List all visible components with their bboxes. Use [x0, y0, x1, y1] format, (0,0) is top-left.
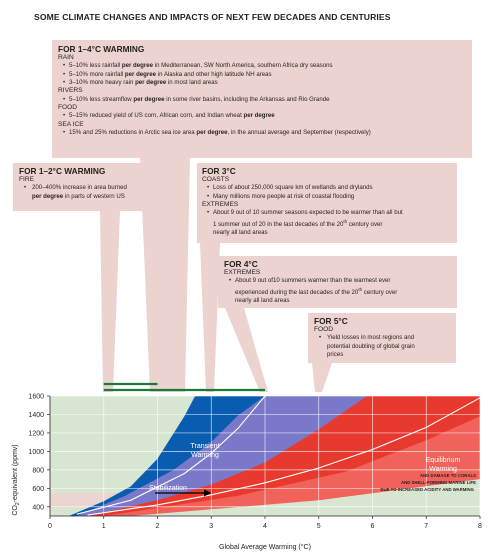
callout-connectors [100, 158, 332, 392]
x-tick-label: 4 [263, 523, 267, 530]
transient-label-2: Warming [191, 452, 219, 459]
box-heading: FOR 4°C [224, 259, 258, 269]
list-item: • Loss of about 250,000 square km of wetlands and drylands [207, 184, 457, 192]
connector-1-4c [140, 158, 190, 392]
section-label-food: FOOD [58, 104, 78, 111]
y-tick-label: 1200 [28, 430, 44, 438]
section-label-fire: FIRE [19, 176, 35, 183]
corals-label-3: DUE TO INCREASED ACIDITY AND WARMING [380, 487, 474, 492]
list-item: • 5–10% more rainfall per degree in Alaska and other high latitude NH areas [63, 71, 472, 79]
chart-title: SOME CLIMATE CHANGES AND IMPACTS OF NEXT FEW DECADES AND CENTURIES [34, 12, 391, 22]
section-label-sea-ice: SEA ICE [58, 120, 84, 128]
x-tick-label: 8 [478, 523, 482, 530]
section-label-food: FOOD [314, 326, 334, 333]
list-item: • 200–400% increase in area burned per degree in parts of western US [24, 184, 168, 201]
list-item: • 5–10% less rainfall per degree in Mediterranean, SW North America, southern Africa dry seasons [63, 62, 472, 70]
section-label-rivers: RIVERS [58, 87, 83, 95]
box-heading: FOR 3°C [202, 166, 236, 176]
stabilization-label: Stabilization [149, 485, 187, 492]
y-tick-label: 800 [32, 467, 44, 475]
box-heading: FOR 1–4°C WARMING [58, 44, 145, 54]
section-label-rain: RAIN [58, 54, 74, 61]
list-item: • 15% and 25% reductions in Arctic sea ice area per degree, in the annual average and September (respectively) [63, 129, 472, 137]
box-heading: FOR 1–2°C WARMING [19, 166, 106, 176]
list-item: • Many millions more people at risk of coastal flooding [207, 193, 457, 201]
x-tick-label: 5 [316, 523, 321, 530]
y-tick-label: 1000 [28, 448, 44, 456]
equilibrium-label-1: Equilibrium [425, 457, 461, 464]
list-item: • Yield losses in most regions and potential doubling of global grain prices [319, 334, 456, 359]
y-tick-label: 1600 [28, 393, 44, 401]
section-label-extremes: EXTREMES [202, 201, 239, 208]
section-label-coasts: COASTS [202, 176, 230, 183]
connector-3c [200, 243, 220, 392]
x-tick-label: 7 [424, 523, 429, 530]
list-item: • 5–15% reduced yield of US corn, African corn, and Indian wheat per degree [63, 112, 472, 120]
box-heading: FOR 5°C [314, 316, 348, 326]
connector-1-2c [100, 211, 120, 392]
x-tick-label: 0 [48, 523, 52, 530]
x-tick-label: 3 [209, 523, 214, 530]
y-axis-label: $CO_2$-equivalent (ppmv) [12, 444, 21, 516]
list-item: • 5–10% less streamflow per degree in some river basins, including the Arkansas and Rio Grande [63, 96, 472, 104]
x-tick-label: 6 [370, 523, 375, 530]
list-item: • About 9 out of10 summers warmer than the warmest ever experienced during the last decades of the 20th century over nearly all land areas [229, 277, 457, 305]
list-item: • 3–10% more heavy rain per degree in most land areas [63, 79, 472, 87]
y-tick-label: 400 [32, 504, 44, 512]
connector-5c [312, 363, 332, 392]
connector-4c [225, 308, 268, 392]
corals-label-2: AND SHELL-FORMING MARINE LIFE [401, 480, 476, 485]
y-tick-label: 600 [32, 485, 44, 493]
section-label-extremes: EXTREMES [224, 269, 261, 276]
equilibrium-label-2: Warming [429, 466, 457, 473]
x-axis-label: Global Average Warming (°C) [219, 544, 311, 551]
transient-label-1: Transient [190, 443, 220, 450]
y-tick-label: 1400 [28, 411, 44, 419]
corals-label-1: AND DAMAGE TO CORALS [419, 473, 476, 478]
x-tick-label: 1 [101, 523, 106, 530]
x-tick-label: 2 [155, 523, 160, 530]
list-item: • About 9 out of 10 summer seasons expected to be warmer than all but 1 summer out of 20 in the last decades of the 20th century over nearly all land areas [207, 209, 457, 237]
